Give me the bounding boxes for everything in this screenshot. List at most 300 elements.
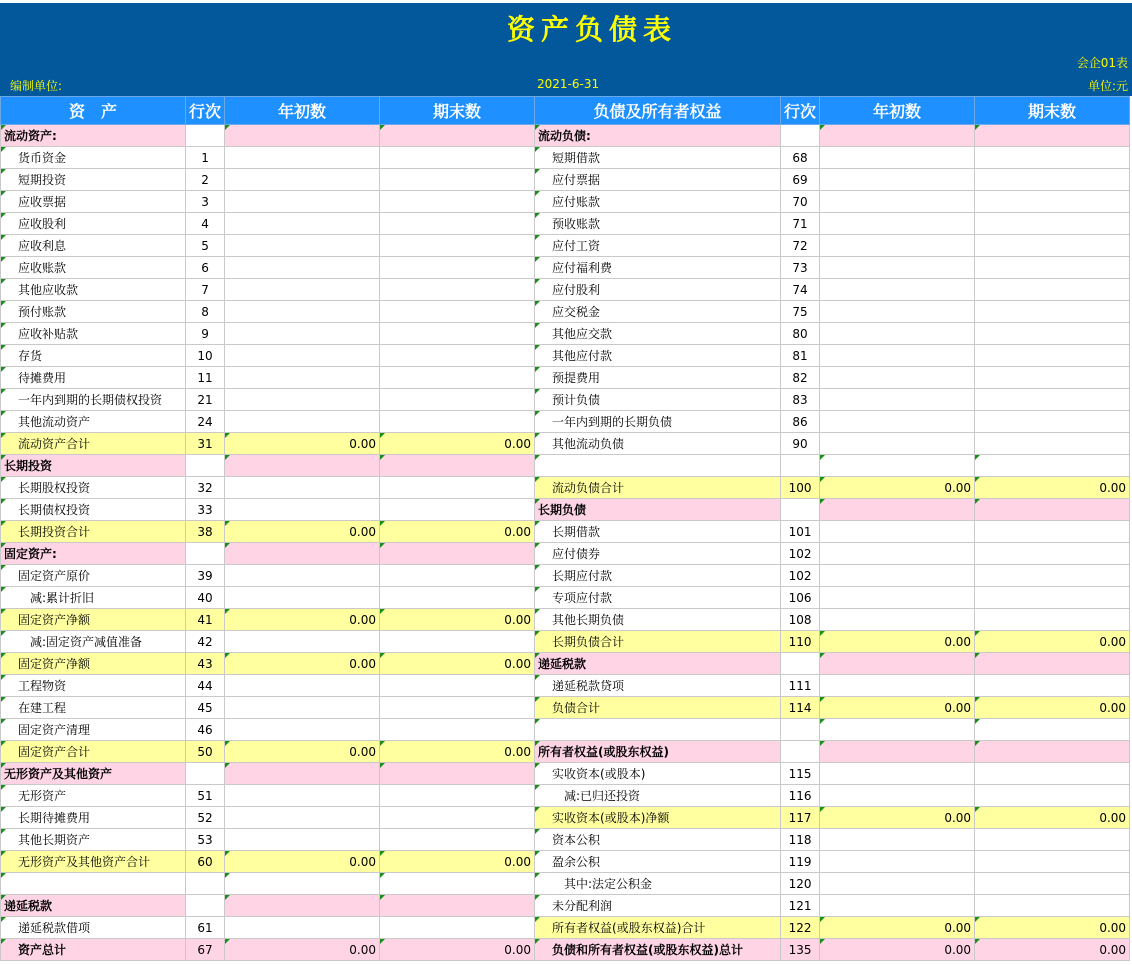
line-number[interactable]: 115 <box>781 763 820 785</box>
ending-balance[interactable] <box>380 301 535 323</box>
line-number[interactable]: 120 <box>781 873 820 895</box>
item-label[interactable]: 递延税款借项 <box>1 917 186 939</box>
beginning-balance[interactable] <box>820 565 975 587</box>
item-label[interactable]: 固定资产原价 <box>1 565 186 587</box>
beginning-balance[interactable] <box>225 631 380 653</box>
item-label[interactable]: 预收账款 <box>535 213 781 235</box>
line-number[interactable]: 67 <box>186 939 225 961</box>
item-label[interactable]: 其他应交款 <box>535 323 781 345</box>
line-number[interactable] <box>781 719 820 741</box>
line-number[interactable]: 4 <box>186 213 225 235</box>
item-label[interactable]: 在建工程 <box>1 697 186 719</box>
line-number[interactable]: 44 <box>186 675 225 697</box>
line-number[interactable]: 3 <box>186 191 225 213</box>
beginning-balance[interactable] <box>225 147 380 169</box>
beginning-balance[interactable] <box>820 191 975 213</box>
ending-balance[interactable] <box>380 213 535 235</box>
item-label[interactable]: 预付账款 <box>1 301 186 323</box>
beginning-balance[interactable] <box>820 653 975 675</box>
beginning-balance[interactable]: 0.00 <box>820 631 975 653</box>
item-label[interactable]: 长期债权投资 <box>1 499 186 521</box>
beginning-balance[interactable] <box>820 235 975 257</box>
line-number[interactable]: 121 <box>781 895 820 917</box>
beginning-balance[interactable] <box>225 895 380 917</box>
ending-balance[interactable] <box>380 675 535 697</box>
ending-balance[interactable] <box>380 235 535 257</box>
ending-balance[interactable] <box>380 389 535 411</box>
item-label[interactable]: 流动负债: <box>535 125 781 147</box>
item-label[interactable]: 长期投资合计 <box>1 521 186 543</box>
beginning-balance[interactable] <box>820 367 975 389</box>
item-label[interactable]: 长期待摊费用 <box>1 807 186 829</box>
item-label[interactable]: 其他流动负债 <box>535 433 781 455</box>
item-label[interactable]: 其他流动资产 <box>1 411 186 433</box>
line-number[interactable] <box>781 653 820 675</box>
item-label[interactable]: 应交税金 <box>535 301 781 323</box>
beginning-balance[interactable] <box>225 323 380 345</box>
ending-balance[interactable] <box>380 565 535 587</box>
ending-balance[interactable]: 0.00 <box>975 939 1130 961</box>
beginning-balance[interactable] <box>820 829 975 851</box>
beginning-balance[interactable] <box>225 675 380 697</box>
beginning-balance[interactable]: 0.00 <box>820 807 975 829</box>
beginning-balance[interactable] <box>225 213 380 235</box>
ending-balance[interactable] <box>380 785 535 807</box>
line-number[interactable]: 114 <box>781 697 820 719</box>
item-label[interactable]: 专项应付款 <box>535 587 781 609</box>
item-label[interactable]: 无形资产及其他资产合计 <box>1 851 186 873</box>
line-number[interactable]: 117 <box>781 807 820 829</box>
ending-balance[interactable] <box>380 279 535 301</box>
ending-balance[interactable]: 0.00 <box>380 741 535 763</box>
line-number[interactable]: 102 <box>781 565 820 587</box>
ending-balance[interactable] <box>380 477 535 499</box>
ending-balance[interactable] <box>380 873 535 895</box>
ending-balance[interactable] <box>975 895 1130 917</box>
line-number[interactable]: 122 <box>781 917 820 939</box>
ending-balance[interactable] <box>380 697 535 719</box>
beginning-balance[interactable] <box>225 763 380 785</box>
beginning-balance[interactable] <box>820 609 975 631</box>
item-label[interactable]: 长期投资 <box>1 455 186 477</box>
line-number[interactable]: 33 <box>186 499 225 521</box>
beginning-balance[interactable] <box>820 213 975 235</box>
ending-balance[interactable] <box>975 433 1130 455</box>
ending-balance[interactable] <box>380 147 535 169</box>
beginning-balance[interactable] <box>820 147 975 169</box>
beginning-balance[interactable]: 0.00 <box>820 477 975 499</box>
ending-balance[interactable] <box>380 191 535 213</box>
line-number[interactable]: 74 <box>781 279 820 301</box>
beginning-balance[interactable] <box>820 323 975 345</box>
item-label[interactable]: 长期应付款 <box>535 565 781 587</box>
line-number[interactable]: 32 <box>186 477 225 499</box>
item-label[interactable]: 实收资本(或股本) <box>535 763 781 785</box>
line-number[interactable]: 43 <box>186 653 225 675</box>
item-label[interactable]: 减:已归还投资 <box>535 785 781 807</box>
item-label[interactable]: 长期借款 <box>535 521 781 543</box>
item-label[interactable]: 其中:法定公积金 <box>535 873 781 895</box>
beginning-balance[interactable]: 0.00 <box>225 939 380 961</box>
line-number[interactable]: 69 <box>781 169 820 191</box>
item-label[interactable]: 预提费用 <box>535 367 781 389</box>
line-number[interactable]: 70 <box>781 191 820 213</box>
beginning-balance[interactable] <box>225 565 380 587</box>
item-label[interactable]: 一年内到期的长期债权投资 <box>1 389 186 411</box>
item-label[interactable]: 待摊费用 <box>1 367 186 389</box>
beginning-balance[interactable] <box>820 763 975 785</box>
item-label[interactable]: 资本公积 <box>535 829 781 851</box>
beginning-balance[interactable] <box>820 279 975 301</box>
line-number[interactable] <box>781 741 820 763</box>
line-number[interactable]: 68 <box>781 147 820 169</box>
beginning-balance[interactable] <box>225 719 380 741</box>
line-number[interactable]: 21 <box>186 389 225 411</box>
line-number[interactable]: 45 <box>186 697 225 719</box>
beginning-balance[interactable]: 0.00 <box>820 917 975 939</box>
ending-balance[interactable] <box>380 411 535 433</box>
ending-balance[interactable] <box>975 191 1130 213</box>
ending-balance[interactable] <box>380 169 535 191</box>
line-number[interactable] <box>781 499 820 521</box>
beginning-balance[interactable] <box>225 455 380 477</box>
ending-balance[interactable]: 0.00 <box>380 521 535 543</box>
item-label[interactable]: 资产总计 <box>1 939 186 961</box>
ending-balance[interactable] <box>380 257 535 279</box>
item-label[interactable]: 负债和所有者权益(或股东权益)总计 <box>535 939 781 961</box>
line-number[interactable]: 50 <box>186 741 225 763</box>
item-label[interactable] <box>1 873 186 895</box>
line-number[interactable] <box>781 455 820 477</box>
line-number[interactable]: 86 <box>781 411 820 433</box>
ending-balance[interactable] <box>975 675 1130 697</box>
line-number[interactable]: 51 <box>186 785 225 807</box>
ending-balance[interactable] <box>975 345 1130 367</box>
item-label[interactable]: 递延税款 <box>1 895 186 917</box>
ending-balance[interactable] <box>380 829 535 851</box>
item-label[interactable]: 流动资产合计 <box>1 433 186 455</box>
ending-balance[interactable] <box>380 895 535 917</box>
item-label[interactable]: 未分配利润 <box>535 895 781 917</box>
line-number[interactable]: 118 <box>781 829 820 851</box>
ending-balance[interactable] <box>975 301 1130 323</box>
company-label[interactable]: 编制单位: <box>10 79 63 93</box>
line-number[interactable] <box>186 125 225 147</box>
beginning-balance[interactable] <box>820 675 975 697</box>
line-number[interactable] <box>186 543 225 565</box>
line-number[interactable]: 2 <box>186 169 225 191</box>
ending-balance[interactable] <box>975 543 1130 565</box>
beginning-balance[interactable] <box>225 697 380 719</box>
ending-balance[interactable]: 0.00 <box>975 697 1130 719</box>
line-number[interactable]: 73 <box>781 257 820 279</box>
ending-balance[interactable] <box>975 213 1130 235</box>
line-number[interactable]: 81 <box>781 345 820 367</box>
item-label[interactable]: 减:累计折旧 <box>1 587 186 609</box>
beginning-balance[interactable]: 0.00 <box>225 653 380 675</box>
line-number[interactable]: 116 <box>781 785 820 807</box>
item-label[interactable]: 减:固定资产减值准备 <box>1 631 186 653</box>
line-number[interactable] <box>781 125 820 147</box>
line-number[interactable]: 101 <box>781 521 820 543</box>
ending-balance[interactable] <box>975 785 1130 807</box>
ending-balance[interactable] <box>975 873 1130 895</box>
item-label[interactable]: 递延税款 <box>535 653 781 675</box>
line-number[interactable]: 135 <box>781 939 820 961</box>
beginning-balance[interactable] <box>225 389 380 411</box>
item-label[interactable]: 长期股权投资 <box>1 477 186 499</box>
ending-balance[interactable] <box>380 631 535 653</box>
beginning-balance[interactable] <box>820 257 975 279</box>
line-number[interactable]: 41 <box>186 609 225 631</box>
beginning-balance[interactable]: 0.00 <box>225 741 380 763</box>
beginning-balance[interactable] <box>225 411 380 433</box>
line-number[interactable]: 11 <box>186 367 225 389</box>
beginning-balance[interactable] <box>225 917 380 939</box>
item-label[interactable]: 其他应收款 <box>1 279 186 301</box>
item-label[interactable]: 应付票据 <box>535 169 781 191</box>
line-number[interactable]: 102 <box>781 543 820 565</box>
line-number[interactable]: 71 <box>781 213 820 235</box>
ending-balance[interactable] <box>975 763 1130 785</box>
ending-balance[interactable] <box>975 235 1130 257</box>
ending-balance[interactable] <box>380 763 535 785</box>
beginning-balance[interactable] <box>820 587 975 609</box>
col-header-line-no-2[interactable]: 行次 <box>781 97 820 125</box>
ending-balance[interactable] <box>975 719 1130 741</box>
beginning-balance[interactable] <box>225 367 380 389</box>
line-number[interactable]: 5 <box>186 235 225 257</box>
line-number[interactable]: 38 <box>186 521 225 543</box>
item-label[interactable]: 盈余公积 <box>535 851 781 873</box>
ending-balance[interactable] <box>975 741 1130 763</box>
beginning-balance[interactable]: 0.00 <box>225 851 380 873</box>
item-label[interactable]: 应付工资 <box>535 235 781 257</box>
ending-balance[interactable] <box>380 543 535 565</box>
item-label[interactable]: 货币资金 <box>1 147 186 169</box>
line-number[interactable]: 90 <box>781 433 820 455</box>
line-number[interactable] <box>186 763 225 785</box>
beginning-balance[interactable] <box>820 125 975 147</box>
ending-balance[interactable] <box>975 147 1130 169</box>
col-header-end-2[interactable]: 期末数 <box>975 97 1130 125</box>
item-label[interactable]: 无形资产及其他资产 <box>1 763 186 785</box>
ending-balance[interactable]: 0.00 <box>380 851 535 873</box>
ending-balance[interactable] <box>975 653 1130 675</box>
item-label[interactable]: 固定资产: <box>1 543 186 565</box>
ending-balance[interactable] <box>975 257 1130 279</box>
ending-balance[interactable] <box>380 587 535 609</box>
item-label[interactable]: 应付债券 <box>535 543 781 565</box>
ending-balance[interactable]: 0.00 <box>380 433 535 455</box>
item-label[interactable]: 递延税款贷项 <box>535 675 781 697</box>
item-label[interactable]: 所有者权益(或股东权益)合计 <box>535 917 781 939</box>
item-label[interactable]: 其他长期资产 <box>1 829 186 851</box>
beginning-balance[interactable] <box>820 169 975 191</box>
ending-balance[interactable] <box>975 565 1130 587</box>
beginning-balance[interactable] <box>225 235 380 257</box>
item-label[interactable]: 无形资产 <box>1 785 186 807</box>
beginning-balance[interactable] <box>820 499 975 521</box>
item-label[interactable]: 固定资产清理 <box>1 719 186 741</box>
beginning-balance[interactable] <box>225 191 380 213</box>
line-number[interactable]: 119 <box>781 851 820 873</box>
item-label[interactable]: 应收补贴款 <box>1 323 186 345</box>
item-label[interactable]: 长期负债 <box>535 499 781 521</box>
beginning-balance[interactable] <box>225 829 380 851</box>
ending-balance[interactable] <box>975 587 1130 609</box>
item-label[interactable]: 应付股利 <box>535 279 781 301</box>
item-label[interactable]: 固定资产净额 <box>1 609 186 631</box>
beginning-balance[interactable] <box>225 169 380 191</box>
ending-balance[interactable] <box>975 323 1130 345</box>
item-label[interactable]: 应收票据 <box>1 191 186 213</box>
beginning-balance[interactable] <box>820 345 975 367</box>
ending-balance[interactable] <box>975 851 1130 873</box>
item-label[interactable]: 其他长期负债 <box>535 609 781 631</box>
line-number[interactable]: 60 <box>186 851 225 873</box>
line-number[interactable]: 106 <box>781 587 820 609</box>
line-number[interactable]: 24 <box>186 411 225 433</box>
item-label[interactable]: 实收资本(或股本)净额 <box>535 807 781 829</box>
beginning-balance[interactable] <box>225 125 380 147</box>
item-label[interactable]: 其他应付款 <box>535 345 781 367</box>
item-label[interactable]: 负债合计 <box>535 697 781 719</box>
item-label[interactable]: 流动资产: <box>1 125 186 147</box>
ending-balance[interactable]: 0.00 <box>975 631 1130 653</box>
line-number[interactable]: 53 <box>186 829 225 851</box>
beginning-balance[interactable] <box>820 543 975 565</box>
line-number[interactable]: 83 <box>781 389 820 411</box>
line-number[interactable]: 52 <box>186 807 225 829</box>
ending-balance[interactable] <box>380 917 535 939</box>
line-number[interactable]: 108 <box>781 609 820 631</box>
ending-balance[interactable]: 0.00 <box>380 609 535 631</box>
beginning-balance[interactable]: 0.00 <box>225 609 380 631</box>
item-label[interactable]: 固定资产净额 <box>1 653 186 675</box>
col-header-end[interactable]: 期末数 <box>380 97 535 125</box>
beginning-balance[interactable] <box>820 873 975 895</box>
line-number[interactable]: 42 <box>186 631 225 653</box>
item-label[interactable]: 工程物资 <box>1 675 186 697</box>
item-label[interactable]: 一年内到期的长期负债 <box>535 411 781 433</box>
line-number[interactable]: 31 <box>186 433 225 455</box>
ending-balance[interactable] <box>975 279 1130 301</box>
line-number[interactable] <box>186 895 225 917</box>
item-label[interactable] <box>535 455 781 477</box>
item-label[interactable]: 所有者权益(或股东权益) <box>535 741 781 763</box>
beginning-balance[interactable]: 0.00 <box>820 697 975 719</box>
col-header-assets[interactable]: 资 产 <box>1 97 186 125</box>
item-label[interactable]: 流动负债合计 <box>535 477 781 499</box>
item-label[interactable]: 长期负债合计 <box>535 631 781 653</box>
item-label[interactable]: 短期投资 <box>1 169 186 191</box>
line-number[interactable]: 10 <box>186 345 225 367</box>
ending-balance[interactable]: 0.00 <box>975 917 1130 939</box>
item-label[interactable] <box>535 719 781 741</box>
beginning-balance[interactable] <box>820 301 975 323</box>
item-label[interactable]: 短期借款 <box>535 147 781 169</box>
ending-balance[interactable]: 0.00 <box>380 653 535 675</box>
ending-balance[interactable] <box>380 719 535 741</box>
beginning-balance[interactable] <box>225 873 380 895</box>
line-number[interactable] <box>186 873 225 895</box>
beginning-balance[interactable] <box>225 477 380 499</box>
beginning-balance[interactable] <box>225 257 380 279</box>
beginning-balance[interactable] <box>225 543 380 565</box>
col-header-begin[interactable]: 年初数 <box>225 97 380 125</box>
line-number[interactable]: 110 <box>781 631 820 653</box>
col-header-line-no[interactable]: 行次 <box>186 97 225 125</box>
ending-balance[interactable] <box>975 389 1130 411</box>
ending-balance[interactable] <box>380 499 535 521</box>
line-number[interactable]: 80 <box>781 323 820 345</box>
ending-balance[interactable] <box>975 455 1130 477</box>
line-number[interactable]: 46 <box>186 719 225 741</box>
beginning-balance[interactable] <box>820 895 975 917</box>
beginning-balance[interactable] <box>225 587 380 609</box>
ending-balance[interactable] <box>975 829 1130 851</box>
line-number[interactable]: 6 <box>186 257 225 279</box>
line-number[interactable]: 100 <box>781 477 820 499</box>
line-number[interactable]: 1 <box>186 147 225 169</box>
ending-balance[interactable]: 0.00 <box>380 939 535 961</box>
ending-balance[interactable]: 0.00 <box>975 477 1130 499</box>
line-number[interactable]: 39 <box>186 565 225 587</box>
line-number[interactable]: 61 <box>186 917 225 939</box>
item-label[interactable]: 应收股利 <box>1 213 186 235</box>
ending-balance[interactable] <box>975 367 1130 389</box>
ending-balance[interactable] <box>380 455 535 477</box>
ending-balance[interactable] <box>975 609 1130 631</box>
beginning-balance[interactable] <box>225 279 380 301</box>
beginning-balance[interactable] <box>820 851 975 873</box>
beginning-balance[interactable]: 0.00 <box>820 939 975 961</box>
ending-balance[interactable] <box>380 125 535 147</box>
beginning-balance[interactable] <box>225 807 380 829</box>
beginning-balance[interactable] <box>820 411 975 433</box>
item-label[interactable]: 预计负债 <box>535 389 781 411</box>
line-number[interactable]: 111 <box>781 675 820 697</box>
line-number[interactable] <box>186 455 225 477</box>
col-header-begin-2[interactable]: 年初数 <box>820 97 975 125</box>
beginning-balance[interactable] <box>820 389 975 411</box>
beginning-balance[interactable] <box>225 301 380 323</box>
ending-balance[interactable]: 0.00 <box>975 807 1130 829</box>
ending-balance[interactable] <box>975 499 1130 521</box>
beginning-balance[interactable]: 0.00 <box>225 521 380 543</box>
col-header-liabilities[interactable]: 负债及所有者权益 <box>535 97 781 125</box>
ending-balance[interactable] <box>975 411 1130 433</box>
item-label[interactable]: 存货 <box>1 345 186 367</box>
beginning-balance[interactable] <box>820 719 975 741</box>
beginning-balance[interactable]: 0.00 <box>225 433 380 455</box>
report-date[interactable]: 2021-6-31 <box>537 77 600 91</box>
item-label[interactable]: 应付福利费 <box>535 257 781 279</box>
ending-balance[interactable] <box>380 367 535 389</box>
item-label[interactable]: 应付账款 <box>535 191 781 213</box>
line-number[interactable]: 75 <box>781 301 820 323</box>
ending-balance[interactable] <box>380 345 535 367</box>
beginning-balance[interactable] <box>820 455 975 477</box>
ending-balance[interactable] <box>975 169 1130 191</box>
line-number[interactable]: 7 <box>186 279 225 301</box>
ending-balance[interactable] <box>975 125 1130 147</box>
line-number[interactable]: 40 <box>186 587 225 609</box>
beginning-balance[interactable] <box>225 785 380 807</box>
beginning-balance[interactable] <box>820 741 975 763</box>
line-number[interactable]: 9 <box>186 323 225 345</box>
